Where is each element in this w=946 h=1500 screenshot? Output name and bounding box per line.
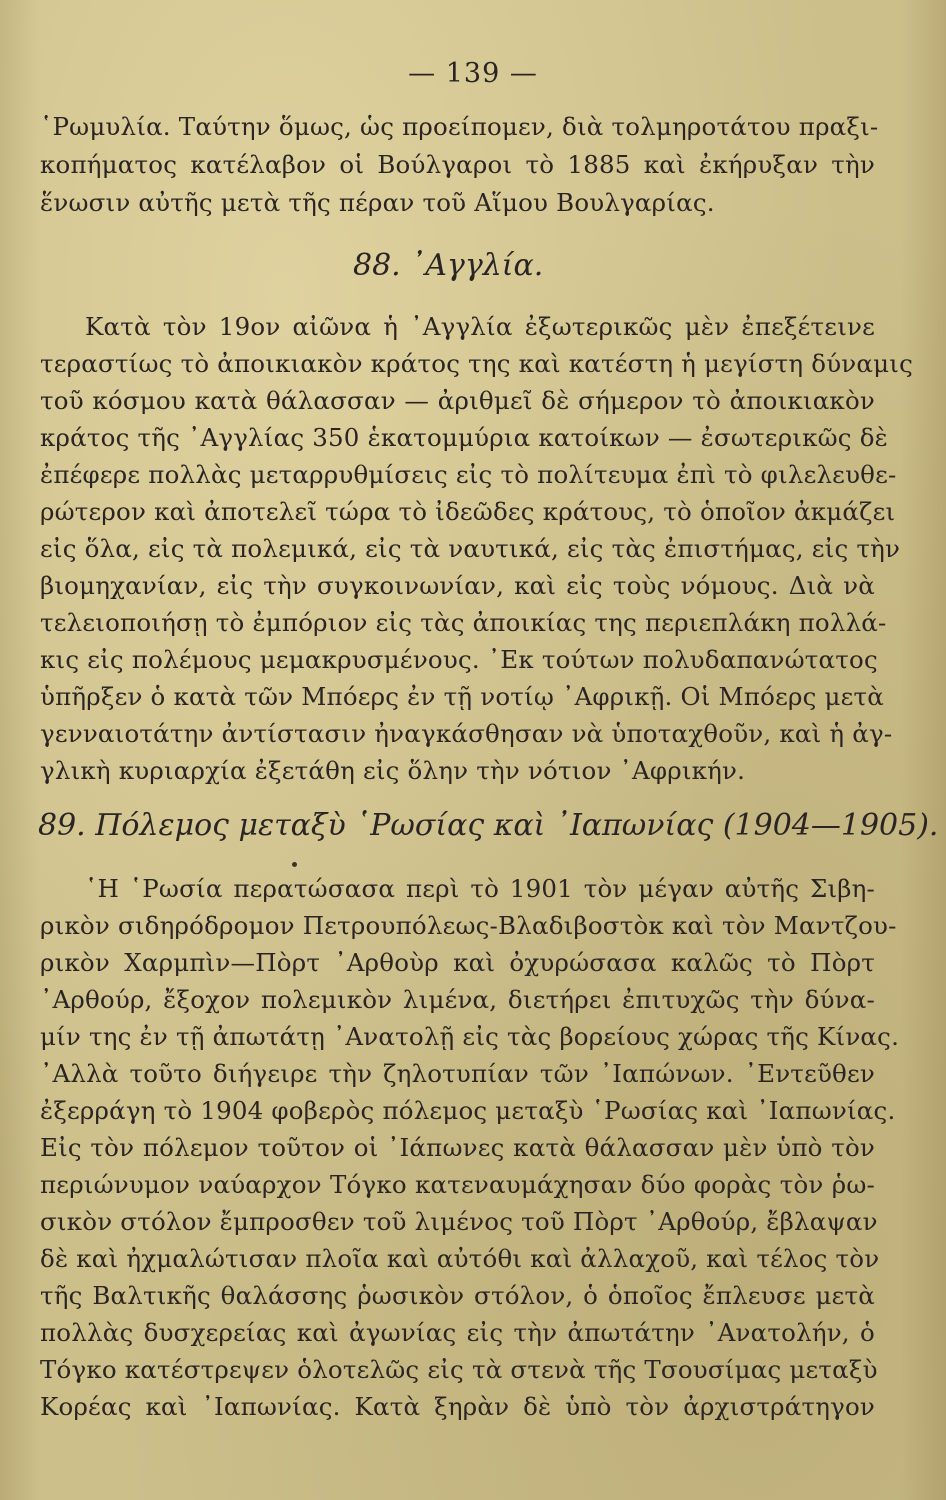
paragraph-line: ρικὸν Χαρμπὶν—Πὸρτ ᾿Αρθοὺρ καὶ ὀχυρώσασα καλῶς τὸ Πὸρτ <box>40 948 875 977</box>
paragraph-line: ρικὸν σιδηρόδρομον Πετρουπόλεως-Βλαδιβοστὸκ καὶ τὸν Μαντζου- <box>40 911 897 940</box>
section-heading: 89. Πόλεμος μεταξὺ ῾Ρωσίας καὶ ᾿Ιαπωνίας (1904—1905). <box>38 808 939 843</box>
paragraph-line: ἕνωσιν αὐτῆς μετὰ τῆς πέραν τοῦ Αἵμου Βουλγαρίας. <box>40 188 715 217</box>
paragraph-line: μίν της ἐν τῇ ἀπωτάτῃ ᾿Ανατολῇ εἰς τὰς βορείους χώρας τῆς Κίνας. <box>40 1022 900 1051</box>
paragraph-line: ὑπῆρξεν ὁ κατὰ τῶν Μπόερς ἐν τῇ νοτίῳ ᾿Αφρικῇ. Οἱ Μπόερς μετὰ <box>40 682 885 711</box>
paragraph-line: ἐξερράγη τὸ 1904 φοβερὸς πόλεμος μεταξὺ ῾Ρωσίας καὶ ᾿Ιαπωνίας. <box>40 1096 896 1125</box>
paragraph-line: βιομηχανίαν, εἰς τὴν συγκοινωνίαν, καὶ εἰς τοὺς νόμους. Διὰ νὰ <box>40 571 875 600</box>
page-number: — 139 — <box>408 58 538 89</box>
paragraph-line: γενναιοτάτην ἀντίστασιν ἠναγκάσθησαν νὰ ὑποταχθοῦν, καὶ ἡ ἀγ- <box>40 719 893 748</box>
paragraph-line: γλικὴ κυριαρχία ἐξετάθη εἰς ὅλην τὴν νότιον ᾿Αφρικήν. <box>40 756 746 785</box>
section-heading: 88. ᾿Αγγλία. <box>353 248 544 283</box>
paragraph-line: περιώνυμον ναύαρχον Τόγκο κατεναυμάχησαν δύο φορὰς τὸν ῥω- <box>40 1170 875 1199</box>
paragraph-line: Κορέας καὶ ᾿Ιαπωνίας. Κατὰ ξηρὰν δὲ ὑπὸ τὸν ἀρχιστράτηγον <box>40 1392 875 1421</box>
paragraph-line: ῾Ρωμυλία. Ταύτην ὅμως, ὡς προείπομεν, διὰ τολμηροτάτου πραξι- <box>40 112 879 141</box>
paragraph-line: σικὸν στόλον ἔμπροσθεν τοῦ λιμένος τοῦ Πὸρτ ᾿Αρθούρ, ἔβλαψαν <box>40 1207 878 1236</box>
paragraph-line: κοπήματος κατέλαβον οἱ Βούλγαροι τὸ 1885 καὶ ἐκήρυξαν τὴν <box>40 150 875 179</box>
paragraph-line: δὲ καὶ ἠχμαλώτισαν πλοῖα καὶ αὐτόθι καὶ ἀλλαχοῦ, καὶ τέλος τὸν <box>40 1244 880 1273</box>
paragraph-line: Τόγκο κατέστρεψεν ὁλοτελῶς εἰς τὰ στενὰ τῆς Τσουσίμας μεταξὺ <box>40 1355 878 1384</box>
paragraph-line: κράτος τῆς ᾿Αγγλίας 350 ἑκατομμύρια κατοίκων — ἐσωτερικῶς δὲ <box>40 423 889 452</box>
paragraph-line: ῾Η ῾Ρωσία περατώσασα περὶ τὸ 1901 τὸν μέγαν αὐτῆς Σιβη- <box>85 874 875 903</box>
paragraph-line: ᾿Αρθούρ, ἔξοχον πολεμικὸν λιμένα, διετήρει ἐπιτυχῶς τὴν δύνα- <box>40 985 875 1014</box>
paragraph-line: ρώτερον καὶ ἀποτελεῖ τώρα τὸ ἰδεῶδες κράτους, τὸ ὁποῖον ἀκμάζει <box>40 497 896 526</box>
ink-dot <box>292 862 297 867</box>
paragraph-line: τελειοποιήσῃ τὸ ἐμπόριον εἰς τὰς ἀποικίας της περιεπλάκη πολλά- <box>40 608 887 637</box>
paragraph-line: ἐπέφερε πολλὰς μεταρρυθμίσεις εἰς τὸ πολίτευμα ἐπὶ τὸ φιλελευθε- <box>40 460 897 489</box>
paragraph-line: Εἰς τὸν πόλεμον τοῦτον οἱ ᾿Ιάπωνες κατὰ θάλασσαν μὲν ὑπὸ τὸν <box>40 1133 875 1162</box>
paragraph-line: κις εἰς πολέμους μεμακρυσμένους. ᾿Εκ τούτων πολυδαπανώτατος <box>40 645 878 674</box>
paragraph-line: τῆς Βαλτικῆς θαλάσσης ῥωσικὸν στόλον, ὁ ὁποῖος ἔπλευσε μετὰ <box>40 1281 875 1310</box>
paragraph-line: τοῦ κόσμου κατὰ θάλασσαν — ἀριθμεῖ δὲ σήμερον τὸ ἀποικιακὸν <box>40 386 875 415</box>
paragraph-line: πολλὰς δυσχερείας καὶ ἀγωνίας εἰς τὴν ἀπωτάτην ᾿Ανατολήν, ὁ <box>40 1318 875 1347</box>
paragraph-line: ᾿Αλλὰ τοῦτο διήγειρε τὴν ζηλοτυπίαν τῶν ᾿Ιαπώνων. ᾿Εντεῦθεν <box>40 1059 875 1088</box>
paragraph-line: τεραστίως τὸ ἀποικιακὸν κράτος της καὶ κατέστη ἡ μεγίστη δύναμις <box>40 349 913 378</box>
paragraph-line: Κατὰ τὸν 19ον αἰῶνα ἡ ᾿Αγγλία ἐξωτερικῶς μὲν ἐπεξέτεινε <box>85 312 875 341</box>
paragraph-line: εἰς ὅλα, εἰς τὰ πολεμικά, εἰς τὰ ναυτικά, εἰς τὰς ἐπιστήμας, εἰς τὴν <box>40 534 901 563</box>
